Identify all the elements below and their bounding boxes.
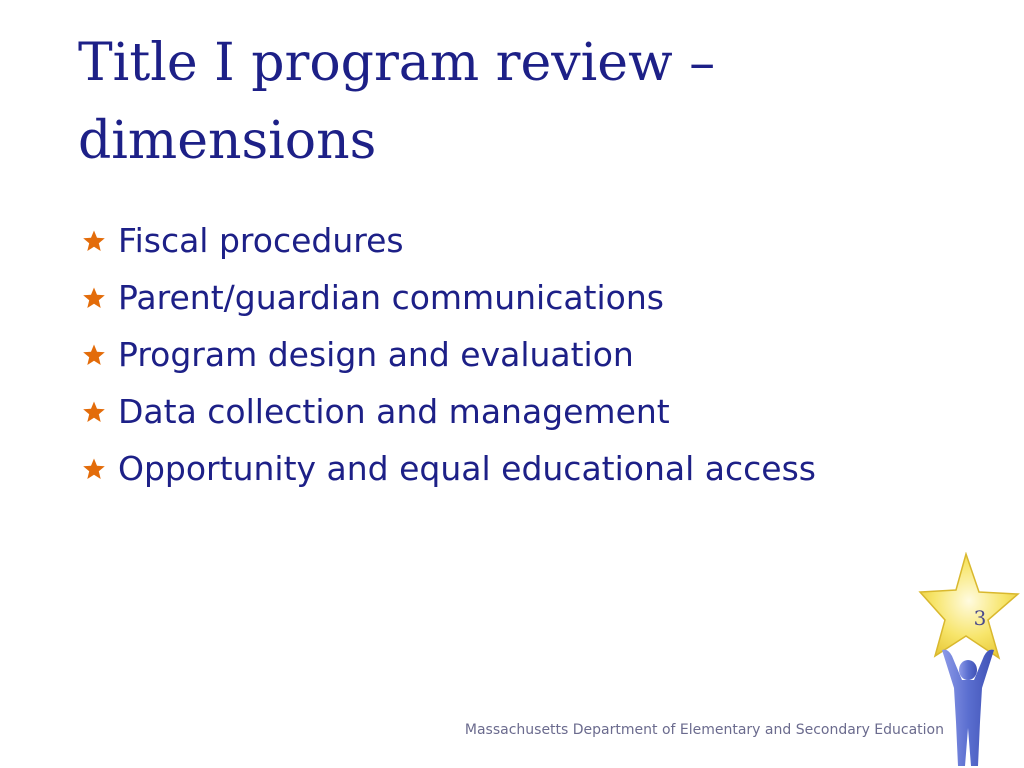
slide-number: 3 [973, 606, 987, 630]
list-item [82, 269, 816, 326]
footer-text: Massachusetts Department of Elementary and Secondary Education [464, 722, 944, 738]
star-icon [82, 400, 110, 424]
list-item [82, 212, 816, 269]
bullet-text: Data collection and management [118, 392, 670, 431]
star-icon [82, 457, 110, 481]
star-icon [82, 229, 110, 253]
bullet-text: Fiscal procedures [118, 221, 404, 260]
list-item [82, 383, 816, 440]
list-item [82, 440, 816, 497]
bullet-text: Program design and evaluation [118, 335, 634, 374]
star-icon [82, 286, 110, 310]
bullet-text: Parent/guardian communications [118, 278, 664, 317]
person-holding-star-icon [918, 552, 1024, 768]
bullet-text: Opportunity and equal educational access [118, 449, 816, 488]
slide-title: Title I program review – dimensions [78, 33, 716, 171]
star-icon [82, 343, 110, 367]
bullet-list [82, 212, 816, 497]
list-item [82, 326, 816, 383]
